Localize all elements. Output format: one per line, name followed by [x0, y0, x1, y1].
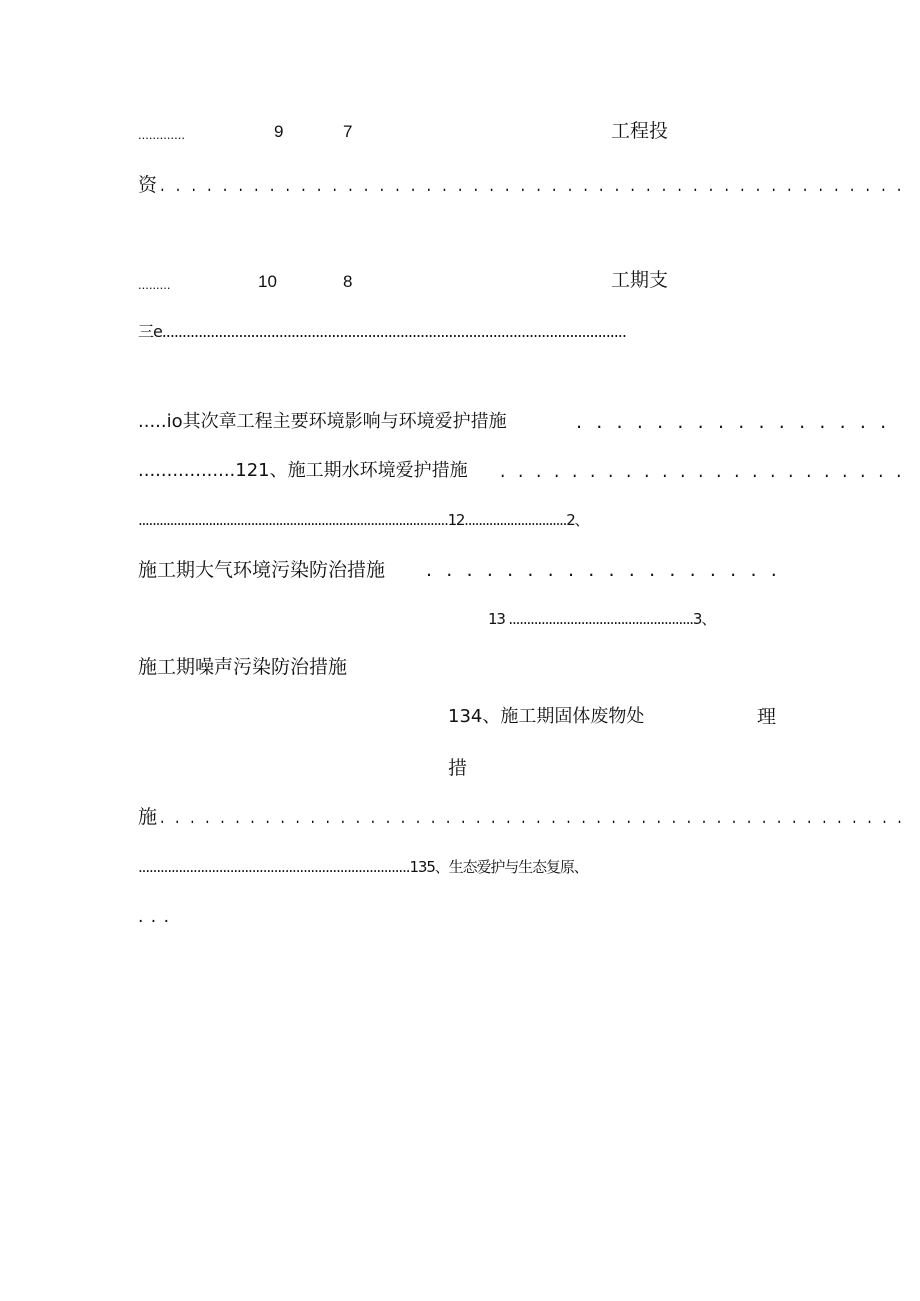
toc-section-entry: 134、施工期固体废物处: [448, 706, 645, 727]
toc-leader-dots: . . . . . . . . . . . . . . . . . . . . . . .: [500, 460, 906, 482]
toc-leader-dots: .............: [138, 127, 185, 142]
toc-page-number: 8: [343, 272, 353, 291]
toc-leader-line: 13 ...................................................3、: [488, 610, 716, 628]
toc-leader-dots: . . . . . . . . . . . . . . . . . .: [426, 559, 781, 581]
toc-entry-title: 资: [138, 174, 158, 196]
toc-page-number: 10: [258, 272, 277, 291]
toc-leader-line: 三e...................................................................................................................: [138, 322, 626, 341]
toc-chapter-entry: .....io其次章工程主要环境影响与环境爱护措施: [138, 411, 507, 432]
toc-entry-title: 措: [448, 757, 468, 779]
toc-entry-title: 工程投: [611, 120, 669, 142]
toc-section-entry: .................121、施工期水环境爱护措施: [138, 460, 468, 481]
toc-leader-dots: . . . . . . . . . . . . . . . .: [576, 411, 891, 433]
toc-leader-dots: .........: [138, 277, 171, 292]
toc-leader-dots: . . .: [138, 907, 171, 927]
toc-page-number: 9: [274, 122, 284, 141]
toc-section-entry: 施工期噪声污染防治措施: [138, 656, 348, 678]
toc-entry-title: 工期支: [611, 269, 669, 291]
toc-entry-title: 理: [757, 706, 777, 728]
toc-leader-dots: . . . . . . . . . . . . . . . . . . . . . . . . . . . . . . . . . . . . . . . . . . . . . . . .: [160, 174, 905, 196]
toc-section-entry: 施工期大气环境污染防治措施: [138, 559, 386, 581]
toc-entry-title: 施: [138, 806, 158, 828]
toc-leader-dots: . . . . . . . . . . . . . . . . . . . . . . . . . . . . . . . . . . . . . . . . . . . . . . . . . .: [160, 806, 905, 828]
toc-section-entry: ..........................................................................135、生态爱护与生态复原、: [138, 858, 588, 876]
toc-leader-line: ........................................................................................12.............................2、: [138, 511, 589, 529]
toc-page-number: 7: [343, 122, 353, 141]
